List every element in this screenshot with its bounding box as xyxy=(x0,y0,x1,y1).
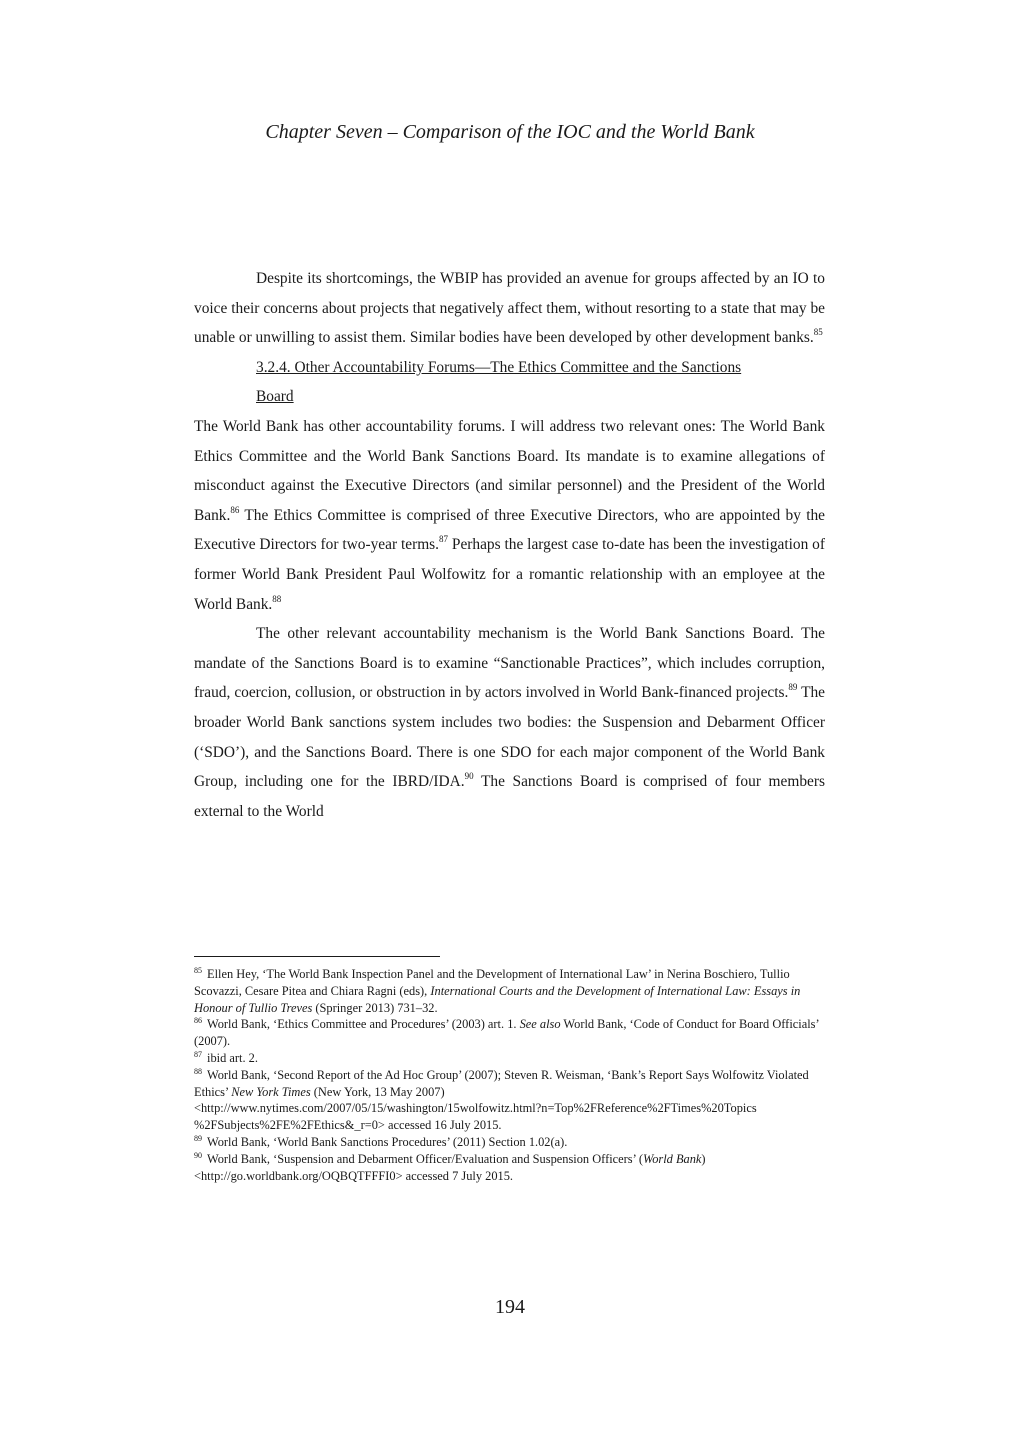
paragraph-text: The Ethics Committee is comprised of three Executive Directors, who are appointed by the Executive Directors for two-year terms. xyxy=(194,506,825,554)
paragraph xyxy=(194,264,825,353)
footnote-ref[interactable]: 87 xyxy=(439,534,448,545)
footnote-text: World Bank, ‘Ethics Committee and Procedures’ (2003) art. 1. xyxy=(207,1017,520,1032)
paragraph-text: The other relevant accountability mechanism is the World Bank Sanctions Board. The mandate of the Sanctions Board is to examine “Sanctionable Practices”, which includes corruption, fraud, coercion, collusion, or obstruction in by actors involved in World Bank-financed projects. xyxy=(194,625,825,702)
paragraph xyxy=(194,619,825,826)
section-heading-line2: Board xyxy=(256,388,294,406)
footnote-text: Ellen Hey, ‘The World Bank Inspection Panel and the Development of International Law’ in Nerina Boschiero, Tullio Scovazzi, Cesare Pitea and Chiara Ragni (eds), xyxy=(194,967,790,998)
footnote-number: 88 xyxy=(194,1066,202,1076)
footnote-text: World Bank, ‘Suspension and Debarment Officer/Evaluation and Suspension Officers’ ( xyxy=(207,1151,644,1166)
footnote-number: 87 xyxy=(194,1049,202,1059)
footnote-url[interactable]: <http://www.nytimes.com/2007/05/15/washington/15wolfowitz.html?n=Top%2FReference%2FTimes%20Topics xyxy=(194,1101,757,1116)
footnote-url[interactable]: %2FSubjects%2FE%2FEthics&_r=0> accessed 16 July 2015. xyxy=(194,1118,502,1133)
page-number: 194 xyxy=(495,1296,525,1318)
footnotes xyxy=(194,966,834,1184)
footnote-85 xyxy=(194,966,834,1016)
paragraph-text: Perhaps the largest case to-date has been the investigation of former World Bank President Paul Wolfowitz for a romantic relationship with an employee at the World Bank. xyxy=(194,536,825,613)
footnote-text: ibid art. 2. xyxy=(207,1050,258,1065)
paragraph-text: The broader World Bank sanctions system includes two bodies: the Suspension and Debarment Officer (‘SDO’), and the Sanctions Board. There is one SDO for each major component of the World Bank Group, including one for the IBRD/IDA. xyxy=(194,684,826,791)
main-body xyxy=(194,264,825,826)
footnote-italic: New York Times xyxy=(231,1084,311,1099)
footnote-text: (New York, 13 May 2007) xyxy=(310,1084,445,1099)
footnote-italic: International Courts and the Development of International Law: Essays in Honour of Tullio Treves xyxy=(194,983,801,1015)
section-heading-line1: 3.2.4. Other Accountability Forums—The Ethics Committee and the Sanctions xyxy=(256,358,742,376)
running-header: Chapter Seven – Comparison of the IOC and the World Bank xyxy=(265,121,755,143)
footnote-text: World Bank, ‘World Bank Sanctions Procedures’ (2011) Section 1.02(a). xyxy=(207,1134,568,1149)
footnote-text: World Bank, ‘Second Report of the Ad Hoc Group’ (2007); Steven R. Weisman, ‘Bank’s Report Says Wolfowitz Violated Ethics’ xyxy=(194,1067,809,1099)
footnote-88 xyxy=(194,1067,834,1134)
paragraph-text: The World Bank has other accountability forums. I will address two relevant ones: The World Bank Ethics Committee and the World Bank Sanctions Board. Its mandate is to examine allegations of misconduct against the Executive Directors (and similar personnel) and the President of the World Bank. xyxy=(194,417,825,524)
footnote-ref[interactable]: 88 xyxy=(272,593,282,604)
paragraph-text: The Sanctions Board is comprised of four members external to the World xyxy=(194,773,825,820)
footnote-ref[interactable]: 86 xyxy=(230,504,240,515)
footnote-87 xyxy=(194,1050,834,1067)
footnote-number: 85 xyxy=(194,966,202,975)
footnote-text: World Bank, ‘Code of Conduct for Board Officials’ (2007). xyxy=(194,1017,819,1049)
footnote-url[interactable]: <http://go.worldbank.org/OQBQTFFFI0> accessed 7 July 2015. xyxy=(194,1168,514,1183)
footnote-separator xyxy=(194,956,440,957)
section-heading xyxy=(194,353,825,412)
footnote-number: 86 xyxy=(194,1016,202,1026)
footnote-number: 89 xyxy=(194,1133,202,1143)
footnote-90 xyxy=(194,1151,834,1185)
footnote-ref[interactable]: 90 xyxy=(464,771,474,782)
footnote-text: ) xyxy=(701,1151,706,1166)
footnote-ref[interactable]: 85 xyxy=(813,327,823,338)
footnote-ref[interactable]: 89 xyxy=(788,682,798,693)
footnote-89 xyxy=(194,1134,834,1151)
paragraph-text: Despite its shortcomings, the WBIP has provided an avenue for groups affected by an IO to voice their concerns about projects that negatively affect them, without resorting to a state that may be unable or unwilling to assist them. Similar bodies have been developed by other development banks. xyxy=(194,270,825,347)
paragraph xyxy=(194,412,825,619)
footnote-86 xyxy=(194,1016,834,1050)
footnote-italic: World Bank xyxy=(643,1151,702,1166)
footnote-number: 90 xyxy=(194,1150,202,1160)
footnote-text: (Springer 2013) 731–32. xyxy=(312,1000,438,1015)
footnote-italic: See also xyxy=(519,1017,561,1032)
